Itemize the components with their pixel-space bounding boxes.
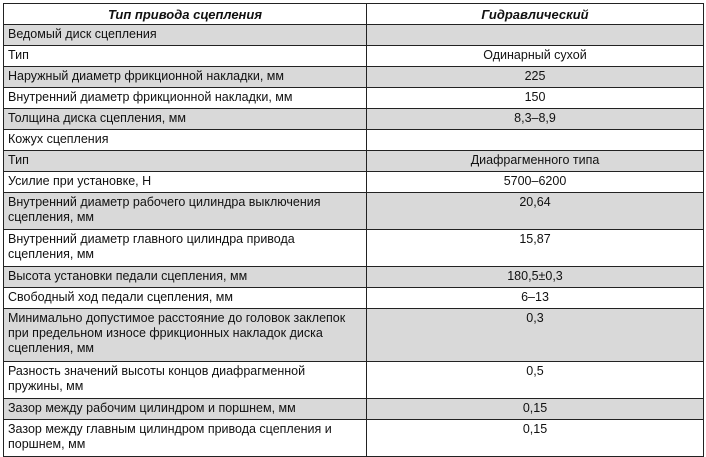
row-label: Зазор между рабочим цилиндром и поршнем, мм (4, 399, 367, 420)
header-drive-type: Тип привода сцепления (4, 4, 367, 25)
table-row (4, 88, 704, 109)
row-value: 150 (367, 88, 704, 109)
row-label: Тип (4, 151, 367, 172)
table-header-row (4, 4, 704, 25)
table-row (4, 151, 704, 172)
table-row (4, 172, 704, 193)
row-value: 0,15 (367, 399, 704, 420)
row-label: Зазор между главным цилиндром привода сцепления и поршнем, мм (4, 420, 367, 457)
row-value (367, 25, 704, 46)
row-label: Внутренний диаметр рабочего цилиндра выключения сцепления, мм (4, 193, 367, 230)
row-label: Внутренний диаметр главного цилиндра привода сцепления, мм (4, 230, 367, 267)
row-value: 225 (367, 67, 704, 88)
row-label: Минимально допустимое расстояние до головок заклепок при предельном износе фрикционных накладок диска сцепления, мм (4, 309, 367, 362)
row-value: 0,3 (367, 309, 704, 362)
table-row (4, 288, 704, 309)
row-label: Тип (4, 46, 367, 67)
row-label: Ведомый диск сцепления (4, 25, 367, 46)
table-row (4, 46, 704, 67)
row-value: 5700–6200 (367, 172, 704, 193)
row-value: 8,3–8,9 (367, 109, 704, 130)
header-hydraulic: Гидравлический (367, 4, 704, 25)
clutch-spec-table (3, 3, 704, 457)
row-value: 6–13 (367, 288, 704, 309)
row-value (367, 130, 704, 151)
row-value: 0,15 (367, 420, 704, 457)
row-value: 180,5±0,3 (367, 267, 704, 288)
row-label: Усилие при установке, Н (4, 172, 367, 193)
table-row (4, 420, 704, 457)
table-row (4, 25, 704, 46)
row-label: Кожух сцепления (4, 130, 367, 151)
table-row (4, 109, 704, 130)
row-value: Диафрагменного типа (367, 151, 704, 172)
row-value: 15,87 (367, 230, 704, 267)
table-row (4, 130, 704, 151)
spec-table-container (3, 3, 703, 457)
row-label: Высота установки педали сцепления, мм (4, 267, 367, 288)
row-value: Одинарный сухой (367, 46, 704, 67)
table-row (4, 193, 704, 230)
row-value: 0,5 (367, 362, 704, 399)
row-label: Разность значений высоты концов диафрагменной пружины, мм (4, 362, 367, 399)
table-row (4, 67, 704, 88)
row-value: 20,64 (367, 193, 704, 230)
table-row (4, 267, 704, 288)
table-row (4, 399, 704, 420)
row-label: Свободный ход педали сцепления, мм (4, 288, 367, 309)
row-label: Внутренний диаметр фрикционной накладки, мм (4, 88, 367, 109)
row-label: Наружный диаметр фрикционной накладки, мм (4, 67, 367, 88)
row-label: Толщина диска сцепления, мм (4, 109, 367, 130)
table-row (4, 230, 704, 267)
table-row (4, 362, 704, 399)
table-row (4, 309, 704, 362)
